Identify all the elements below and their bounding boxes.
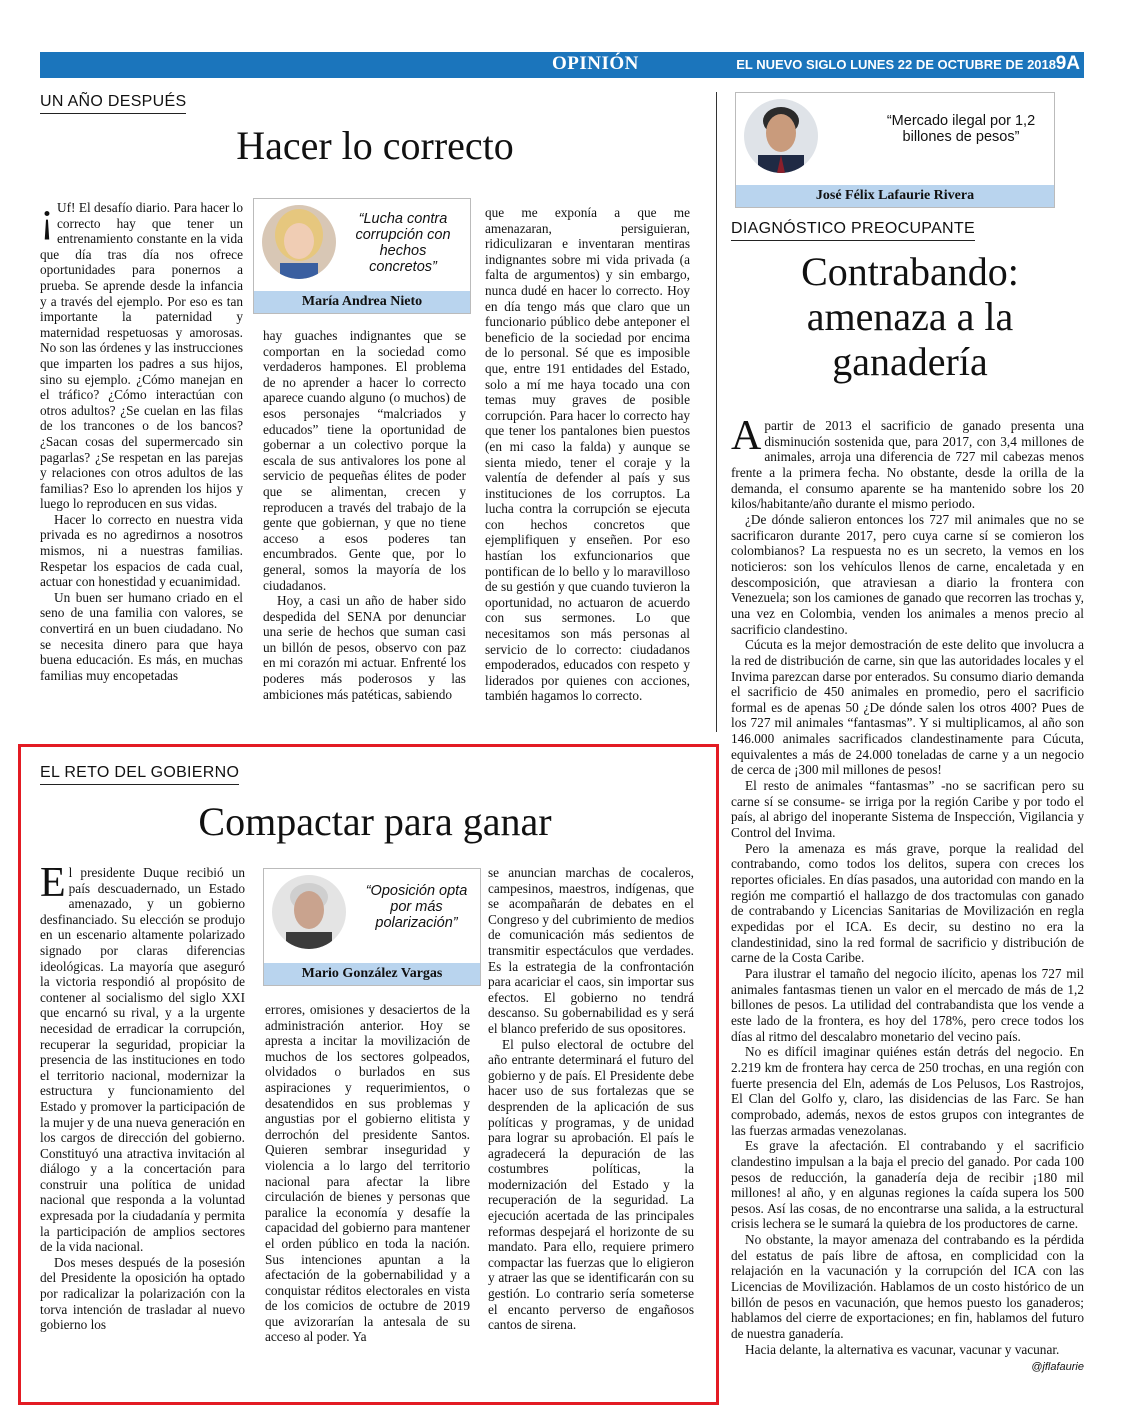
article1-author-name: María Andrea Nieto <box>254 291 470 313</box>
author-twitter-handle: @jflafaurie <box>1031 1361 1084 1373</box>
column-divider <box>716 92 717 732</box>
article3-column-3 <box>488 865 694 1333</box>
article3-pull-quote: “Oposición opta por más polarización” <box>365 883 468 931</box>
article2-dropcap: A <box>731 413 762 459</box>
article1-headline: Hacer lo correcto <box>236 123 514 168</box>
article3-author-box <box>263 868 481 986</box>
article3-kicker: EL RETO DEL GOBIERNO <box>40 764 239 785</box>
article2-paragraph: Pero la amenaza es más grave, porque la realidad del contrabando, como todos los delitos, supera con creces los reportes oficiales. En días pasados, una autoridad con mando en la región me compartió el hallazgo de dos tractomulas con ganado de contrabando y Licencias Sanitarias de Movilización en regla expedidas por el ICA. Es decir, su destino no era la clandestinidad, sino la red formal de sacrificio y distribución de carne de la Costa Caribe. <box>731 840 1084 966</box>
article3-column-1 <box>40 860 245 1333</box>
article1-author-box <box>253 198 471 314</box>
article2-paragraph: El resto de animales “fantasmas” -no se sacrifican pero su carne sí se consume- se irriga por la región Caribe y por todo el país, al abrigo del inoperante Sistema de Inspección, Vigilancia y Control del Invima. <box>731 778 1084 841</box>
newspaper-date: EL NUEVO SIGLO LUNES 22 DE OCTUBRE DE 2018 <box>736 57 1056 72</box>
article3-paragraph: El pulso electoral de octubre del año entrante determinará el futuro del gobierno y de país. El Presidente debe hacer uso de sus fortalezas que se desprenden de la aplicación de sus políticas y programas, y de unidad para lograr su aprobación. El país le agradecerá la depuración de las costumbres políticas, la modernización del Estado y la recuperación de la seguridad. La ejecución acertada de las principales reformas despejará el horizonte de su mandato. Para ello, requiere primero compactar las fuerzas que lo eligieron y atraer las que se identificarán con su gestión. Lo contrario sería someterse el encanto perverso de engañosos cantos de sirena. <box>488 1036 694 1333</box>
article1-column-3 <box>485 205 690 704</box>
article3-paragraph: se anuncian marchas de cocaleros, campesinos, maestros, indígenas, que se acompañarán de debates en el Congreso y del cubrimiento de medios de comunicación más sedientos de transmitir espectáculos que verdades. Es la estrategia de la confrontación para acariciar el caos, sin importar sus efectos. El gobierno no tendrá descanso. Su gobernabilidad es y será el blanco preferido de sus opositores. <box>488 865 694 1036</box>
article2-paragraph: Cúcuta es la mejor demostración de este delito que involucra a la red de distribución de carne, sin que las autoridades locales y el Invima parezcan darse por enterados. Su consumo diario demanda el sacrificio de 450 animales en promedio, pero el sacrificio formal es de apenas 50 ¿De dónde salen los otros 400? Pues de los 727 mil animales “fantasmas”. Y si multiplicamos, al año son 146.000 animales sacrificados clandestinamente para Cúcuta, equivalentes a más de 24.000 toneladas de carne y a un negocio de cerca de ¡300 mil millones de pesos! <box>731 637 1084 778</box>
article1-paragraph: hay guaches indignantes que se comportan en la sociedad como verdaderos hampones. El problema de no aprender a hacer lo correcto aparece cuando alguno (o muchos) de esos personajes “malcriados y educados” tiene la oportunidad de gobernar a un colectivo porque la escala de sus antivalores los pone al servicio de pequeñas élites de poder que se alimentan, crecen y reproducen a través del trabajo de la gente que gobiernan, y que no tiene acceso a esos poderes tan encumbrados. Gente que, por lo general, somos la mayoría de los ciudadanos. <box>263 328 466 593</box>
article1-paragraph: que me exponía a que me amenazaran, persiguieran, ridiculizaran e inventaran mentiras indignantes sobre mi vida privada (a falta de argumentos) y sin embargo, nunca dudé en hacer lo correcto. Hoy en día tengo más que claro que un funcionario público debe anteponer el beneficio de la sociedad por encima de lo personal. Sé que es imposible que, entre 191 entidades del Estado, solo a mí me haya tocado una con temas muy graves de posible corrupción. Para hacer lo correcto hay que tener los pantalones bien puestos (en mi caso la falda) y aunque se sienta miedo, tener el coraje y la valentía de defender al país y sus instituciones de los corruptos. La lucha contra la corrupción se ejecuta con hechos concretos que ejemplifiquen y enseñen. Por eso hastían los exfuncionarios que pontifican de lo bello y lo maravilloso de su gestión y que cuando tuvieron la oportunidad, no actuaron de acuerdo con sus sermones. Lo que necesitamos son más personas al servicio de lo correcto: ciudadanos empoderados, educados con respeto y liderados por quienes con acciones, también hagamos lo correcto. <box>485 205 690 704</box>
article2-body <box>731 413 1084 1357</box>
article2-paragraph: Hacia delante, la alternativa es vacunar, vacunar y vacunar. <box>745 1341 1060 1357</box>
article2-paragraph: ¿De dónde salieron entonces los 727 mil animales que no se sacrificaron durante 2017, pero cuya carne sí se comieron los colombianos? La respuesta no es un secreto, la vemos en los noticieros: son los vehículos llenos de carne, encaletada y en descomposición, que atraviesan a diario la frontera con Venezuela; son los camiones de ganado que recorren las trochas y, una vez en Colombia, venden los animales a menos precio al sacrificio clandestino. <box>731 511 1084 637</box>
article3-paragraph: Dos meses después de la posesión del Presidente la oposición ha optado por radicalizar la polarización con la torva intención de trasladar al nuevo gobierno los <box>40 1254 245 1333</box>
author-photo-jose-felix-lafaurie <box>744 99 818 173</box>
article2-kicker: DIAGNÓSTICO PREOCUPANTE <box>731 220 975 241</box>
article2-paragraph: No es difícil imaginar quiénes están detrás del negocio. En 2.219 km de frontera hay cerca de 250 trochas, en una región con fuerte presencia del Eln, además de Los Pelusos, Los Rastrojos, El Clan del Golfo y, claro, las disidencias de las Farc. Se han comprobado, además, nexos de estos grupos con integrantes de las fuerzas armadas venezolanas. <box>731 1044 1084 1138</box>
section-header-bar <box>40 52 1084 78</box>
article1-column-1 <box>40 195 243 683</box>
author-photo-maria-andrea-nieto <box>262 205 336 279</box>
article3-dropcap: E <box>40 860 66 906</box>
author-photo-mario-gonzalez-vargas <box>272 875 346 949</box>
article2-paragraph: No obstante, la mayor amenaza del contrabando es la pérdida del estatus de país libre de aftosa, en complicidad con la relajación en la vacunación y la corrupción del ICA con las Licencias de Movilización. Hablamos de un costo histórico de un billón de pesos en vacunación, que hemos puesto los ganaderos; hablamos del cierre de exportaciones; en fin, hablamos del futuro de nuestra ganadería. <box>731 1232 1084 1342</box>
article3-headline: Compactar para ganar <box>198 799 552 844</box>
article1-paragraph: Hoy, a casi un año de haber sido despedida del SENA por denunciar una serie de hechos que suman casi un billón de pesos, observo con paz en mi corazón mi actuar. Enfrenté los poderes más poderosos y las ambiciones más patéticas, sabiendo <box>263 593 466 702</box>
article1-dropcap: ¡ <box>40 195 54 241</box>
article3-column-2 <box>265 1002 470 1345</box>
article2-author-name: José Félix Lafaurie Rivera <box>736 185 1054 207</box>
article2-paragraph: Para ilustrar el tamaño del negocio ilícito, apenas los 727 mil animales fantasmas tienen un valor en el mercado de más de 1,2 billones de pesos. La utilidad del contrabandista que los vende a este lado de la frontera, es hoy del 178%, pero crece todos los días al ritmo del descalabro monetario del vecino país. <box>731 965 1084 1044</box>
page-number: 9A <box>1055 53 1080 74</box>
article2-pull-quote: “Mercado ilegal por 1,2 billones de pesos” <box>886 113 1036 145</box>
section-title: OPINIÓN <box>552 53 639 74</box>
article3-paragraph: l presidente Duque recibió un país descuadernado, un Estado amenazado, y un gobierno desfinanciado. Su elección se produjo en un escenario altamente polarizado signado por claras diferencias ideológicas. La mayoría que aseguró la victoria respondió al propósito de contener al socialismo del siglo XXI que encarnó su rival, y a la urgente necesidad de erradicar la corrupción, recuperar la seguridad, propiciar la presencia de las instituciones en todo el territorio nacional, modernizar la estructura y funcionamiento del Estado y promover la participación de la mujer y de una nueva generación en los cargos de dirección del gobierno. Constituyó una atractiva invitación al diálogo y a la concertación para construir una política de unidad nacional que responda a la voluntad expresada por la ciudadanía y permita la participación de amplios sectores de la vida nacional. <box>40 865 245 1255</box>
article1-paragraph: Hacer lo correcto en nuestra vida privada es no agredirnos a nosotros mismos, ni a nuestras familias. Respetar los espacios de cada cual, actuar con honestidad y ecuanimidad. <box>40 511 243 590</box>
article2-author-box <box>735 92 1055 208</box>
article1-pull-quote: “Lucha contra corrupción con hechos concretos” <box>355 211 451 275</box>
article2-paragraph: Es grave la afectación. El contrabando y el sacrificio clandestino impulsan a la baja el precio del ganado. Por cada 100 pesos de reducción, la ganadería deja de recibir ¡180 mil millones! al año, y en algunas regiones la caída supera los 500 pesos. Así las cosas, de no encontrarse una salida, a la estructural crisis lechera se le sumará la quiebra de los productores de carne. <box>731 1138 1084 1232</box>
article1-column-2 <box>263 328 466 702</box>
article2-paragraph: partir de 2013 el sacrificio de ganado presenta una disminución sostenida que, para 2017, con 3,4 millones de animales, arroja una diferencia de 727 mil cabezas menos frente a la primera fecha. No obstante, desde la orilla de la demanda, el consumo aparente se ha mantenido sobre los 20 kilos/habitante/año durante el mismo periodo. <box>731 418 1084 512</box>
article2-headline: Contrabando: amenaza a la ganadería <box>801 249 1019 384</box>
article3-paragraph: errores, omisiones y desaciertos de la administración anterior. Hoy se apresta a incitar la movilización de muchos de los sectores golpeados, olvidados o burlados en sus aspiraciones y requerimientos, o desatendidos en sus problemas y angustias por el gobierno elitista y derrochón del presidente Santos. Quieren sembrar inseguridad y violencia a lo largo del territorio nacional para afectar la libre circulación de bienes y personas que paralice la economía y desafíe la capacidad del gobierno para mantener el orden público en toda la nación. Sus intenciones apuntan a la afectación de la gobernabilidad y a conquistar réditos electorales en vista de los comicios de octubre de 2019 que avizorarían la antesala de su acceso al poder. Ya <box>265 1002 470 1345</box>
article1-paragraph: Uf! El desafío diario. Para hacer lo correcto hay que tener un entrenamiento constante en la vida que día tras día nos ofrece oportunidades para ponernos a prueba. Se aprende desde la infancia y a través del ejemplo. Por eso es tan importante la paternidad y maternidad respetuosas y amorosas. No son las órdenes y las instrucciones que imparten los padres a sus hijos, sino su ejemplo. ¿Cómo manejan en el tráfico? ¿Cómo interactúan con otros adultos? ¿Se cuelan en las filas de los trancones o de los bancos? ¿Sacan cosas del supermercado sin pagarlas? ¿Se respetan en las parejas y relaciones con otros adultos de las familias? Eso lo aprenden los hijos y luego lo reproducen en sus vidas. <box>40 200 243 512</box>
article1-kicker: UN AÑO DESPUÉS <box>40 93 186 114</box>
article1-paragraph: Un buen ser humano criado en el seno de una familia con valores, se convertirá en un buen ciudadano. No se necesita dinero para que haya buena educación. Es más, en muchas familias muy encopetadas <box>40 589 243 683</box>
article3-author-name: Mario González Vargas <box>264 963 480 985</box>
